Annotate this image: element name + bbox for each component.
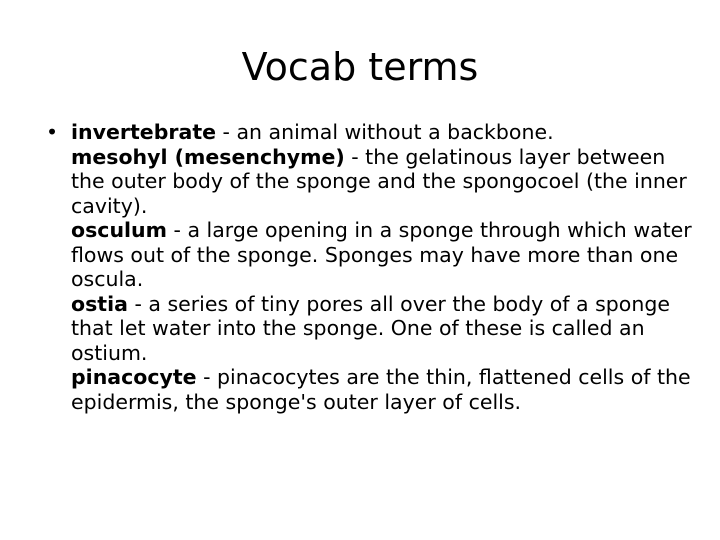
vocab-entry-ostia [71, 292, 696, 366]
bullet-icon: • [46, 120, 59, 144]
vocab-term: mesohyl (mesenchyme) [71, 144, 345, 169]
vocab-term: ostia [71, 291, 128, 316]
vocab-definition: - the gelatinous layer between the outer body of the sponge and the spongocoel (the inner cavity). [71, 144, 687, 218]
vocab-term: osculum [71, 218, 168, 242]
vocab-entry-osculum [71, 218, 696, 292]
vocab-entry-invertebrate [71, 120, 696, 145]
vocab-term: pinacocyte [71, 365, 197, 389]
vocab-definition: - pinacocytes are the thin, flattened cells of the epidermis, the sponge's outer layer of cells. [71, 365, 691, 414]
vocab-entry-mesohyl [71, 145, 696, 219]
slide-title: Vocab terms [241, 45, 479, 89]
vocab-definition: - a series of tiny pores all over the body of a sponge that let water into the sponge. One of these is called an ostium. [71, 291, 670, 365]
vocab-definition: - an animal without a backbone. [216, 120, 554, 144]
vocab-definition: - a large opening in a sponge through which water flows out of the sponge. Sponges may have more than one oscula. [71, 218, 692, 291]
bullet-item [46, 120, 696, 414]
vocab-list [46, 120, 696, 414]
vocab-entry-pinacocyte [71, 365, 696, 414]
vocab-term: invertebrate [71, 120, 217, 144]
